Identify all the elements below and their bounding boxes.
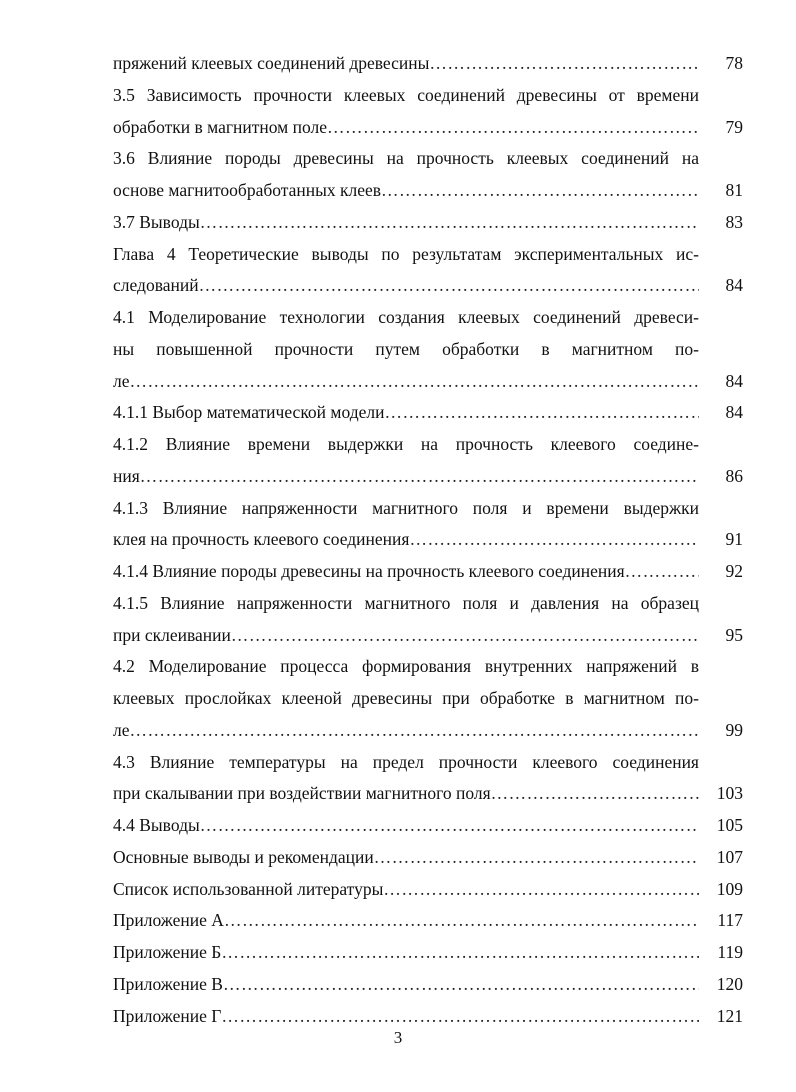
dot-leader bbox=[374, 842, 699, 874]
toc-entry-text: обработки в магнитном поле bbox=[113, 116, 328, 137]
toc-entry-text: 4.1.2 Влияние времени выдержки на прочность клеевого соедине- bbox=[113, 434, 699, 454]
dot-leader bbox=[140, 461, 699, 493]
toc-page-number: 79 bbox=[725, 116, 743, 137]
toc-entry bbox=[113, 143, 743, 207]
toc-page-number: 120 bbox=[716, 973, 743, 994]
toc-entry bbox=[113, 397, 743, 429]
toc-page-number: 109 bbox=[716, 878, 743, 899]
toc-entry bbox=[113, 302, 743, 397]
dot-leader bbox=[223, 969, 699, 1001]
toc-entry bbox=[113, 747, 743, 811]
toc-page-number: 103 bbox=[716, 783, 743, 804]
toc-page-number: 92 bbox=[725, 561, 743, 581]
dot-leader bbox=[625, 556, 699, 588]
toc-entry bbox=[113, 239, 743, 303]
toc-entry-text: Приложение Б bbox=[113, 942, 222, 962]
table-of-contents bbox=[113, 48, 743, 1032]
dot-leader bbox=[327, 112, 699, 144]
toc-page-number: 105 bbox=[716, 815, 743, 835]
toc-entry bbox=[113, 937, 743, 969]
toc-page-number: 83 bbox=[725, 211, 743, 232]
toc-entry-text: основе магнитообработанных клеев bbox=[113, 180, 382, 200]
toc-entry-text: Основные выводы и рекомендации bbox=[113, 846, 374, 867]
toc-entry-text: 4.1.4 Влияние породы древесины на прочность клеевого соединения bbox=[113, 561, 625, 581]
toc-entry-text: 3.6 Влияние породы древесины на прочность клеевых соединений на bbox=[113, 148, 699, 169]
toc-page-number: 84 bbox=[725, 370, 743, 391]
toc-entry bbox=[113, 493, 743, 557]
toc-entry-text: 4.1.1 Выбор математической модели bbox=[113, 402, 385, 423]
dot-leader bbox=[409, 524, 699, 556]
toc-entry-text: клеевых прослойках клееной древесины при обработке в магнитном по- bbox=[113, 688, 699, 708]
toc-entry-text: при склеивании bbox=[113, 624, 231, 645]
toc-entry-text: ны повышенной прочности путем обработки в магнитном по- bbox=[113, 338, 699, 359]
toc-page-number: 86 bbox=[725, 465, 743, 486]
dot-leader bbox=[224, 905, 699, 937]
dot-leader bbox=[383, 874, 699, 906]
dot-leader bbox=[200, 810, 699, 842]
toc-entry bbox=[113, 810, 743, 842]
toc-page-number: 91 bbox=[725, 529, 743, 550]
toc-page-number: 81 bbox=[725, 180, 743, 200]
toc-entry-text: 3.7 Выводы bbox=[113, 211, 200, 232]
dot-leader bbox=[231, 620, 699, 652]
toc-entry-text: ле bbox=[113, 719, 130, 740]
toc-entry-text: 4.2 Моделирование процесса формирования внутренних напряжений в bbox=[113, 656, 699, 677]
dot-leader bbox=[130, 366, 699, 398]
toc-entry-text: Глава 4 Теоретические выводы по результатам экспериментальных ис- bbox=[113, 243, 699, 264]
toc-entry bbox=[113, 874, 743, 906]
toc-page-number: 99 bbox=[725, 719, 743, 740]
dot-leader bbox=[385, 397, 699, 429]
toc-entry-text: 4.1.5 Влияние напряженности магнитного поля и давления на образец bbox=[113, 592, 699, 613]
toc-entry-text: Приложение Г bbox=[113, 1005, 222, 1026]
toc-entry bbox=[113, 651, 743, 746]
toc-entry bbox=[113, 905, 743, 937]
toc-entry-text: 4.1 Моделирование технологии создания клеевых соединений древеси- bbox=[113, 307, 699, 327]
dot-leader bbox=[130, 715, 699, 747]
page-number: 3 bbox=[393, 1028, 403, 1047]
toc-entry-text: Список использованной литературы bbox=[113, 878, 384, 899]
dot-leader bbox=[199, 270, 699, 302]
dot-leader bbox=[429, 48, 699, 80]
toc-entry-text: 4.1.3 Влияние напряженности магнитного поля и времени выдержки bbox=[113, 497, 699, 518]
toc-entry-text: пряжений клеевых соединений древесины bbox=[113, 53, 430, 73]
toc-entry-text: клея на прочность клеевого соединения bbox=[113, 529, 410, 550]
toc-entry bbox=[113, 842, 743, 874]
toc-entry bbox=[113, 48, 743, 80]
dot-leader bbox=[200, 207, 699, 239]
dot-leader bbox=[381, 175, 699, 207]
toc-entry-text: ле bbox=[113, 370, 130, 391]
toc-entry bbox=[113, 588, 743, 652]
dot-leader bbox=[221, 937, 699, 969]
toc-entry-text: Приложение А bbox=[113, 910, 224, 931]
toc-entry-text: следований bbox=[113, 275, 199, 296]
toc-page-number: 95 bbox=[725, 624, 743, 645]
toc-entry bbox=[113, 429, 743, 493]
toc-page-number: 119 bbox=[717, 942, 743, 962]
toc-entry bbox=[113, 207, 743, 239]
toc-page-number: 107 bbox=[716, 846, 743, 867]
toc-entry bbox=[113, 969, 743, 1001]
toc-entry bbox=[113, 80, 743, 144]
toc-entry-text: 3.5 Зависимость прочности клеевых соединений древесины от времени bbox=[113, 84, 699, 105]
toc-page-number: 117 bbox=[717, 910, 743, 931]
dot-leader bbox=[491, 778, 699, 810]
toc-entry bbox=[113, 556, 743, 588]
toc-entry-text: 4.4 Выводы bbox=[113, 815, 200, 835]
toc-page-number: 84 bbox=[725, 402, 743, 423]
toc-page-number: 121 bbox=[716, 1005, 743, 1026]
toc-entry-text: ния bbox=[113, 465, 140, 486]
toc-page-number: 84 bbox=[725, 275, 743, 296]
toc-page-number: 78 bbox=[725, 53, 743, 73]
toc-entry-text: Приложение В bbox=[113, 973, 223, 994]
toc-entry-text: при скалывании при воздействии магнитного поля bbox=[113, 783, 491, 804]
toc-entry-text: 4.3 Влияние температуры на предел прочности клеевого соединения bbox=[113, 751, 699, 772]
